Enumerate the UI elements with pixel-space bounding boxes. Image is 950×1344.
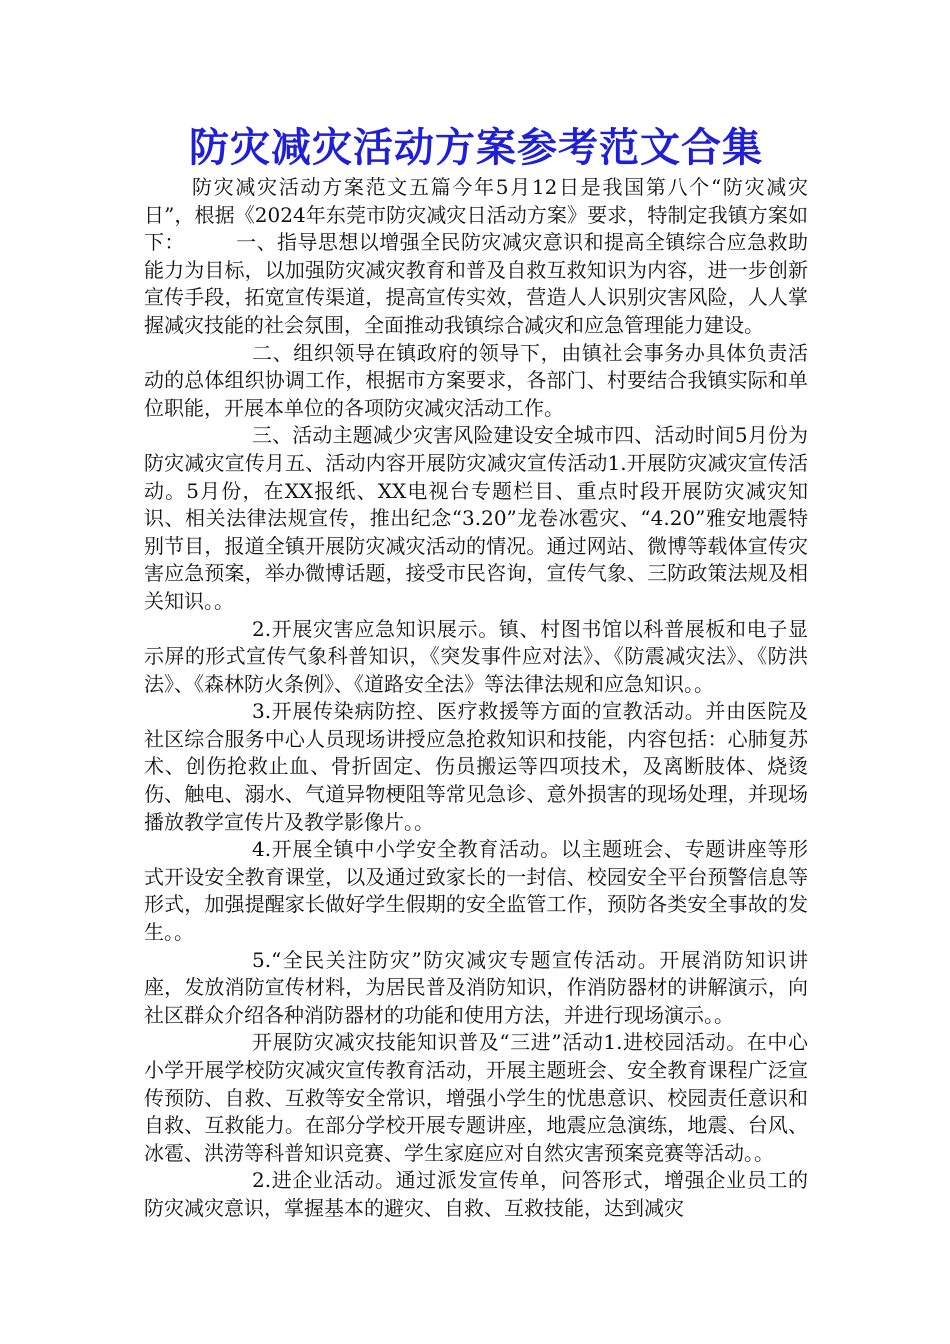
paragraph-item-2: 2.开展灾害应急知识展示。镇、村图书馆以科普展板和电子显示屏的形式宣传气象科普知识，《突发事件应对法》、《防震减灾法》、《防洪法》、《森林防火条例》、《道路安全法》等法律法规和应急知识。。 [144,616,808,696]
document-page [144,122,808,1223]
paragraph-three-entries: 开展防灾减灾技能知识普及“三进”活动1.进校园活动。在中心小学开展学校防灾减灾宣传教育活动，开展主题班会、安全教育课程广泛宣传预防、自救、互救等安全常识，增强小学生的忧患意识、校园责任意识和自救、互救能力。在部分学校开展专题讲座，地震应急演练，地震、台风、冰雹、洪涝等科普知识竞赛、学生家庭应对自然灾害预案竞赛等活动。。 [144,1030,808,1165]
paragraph-item-3: 3.开展传染病防控、医疗救援等方面的宣教活动。并由医院及社区综合服务中心人员现场讲授应急抢救知识和技能，内容包括：心肺复苏术、创伤抢救止血、骨折固定、伤员搬运等四项技术，及离断肢体、烧烫伤、触电、溺水、气道异物梗阻等常见急诊、意外损害的现场处理，并现场播放教学宣传片及教学影像片。。 [144,699,808,834]
paragraph-item-4: 4.开展全镇中小学安全教育活动。以主题班会、专题讲座等形式开设安全教育课堂，以及通过致家长的一封信、校园安全平台预警信息等形式，加强提醒家长做好学生假期的安全监管工作，预防各类安全事故的发生。。 [144,837,808,945]
paragraph-item-5: 5.“全民关注防灾”防灾减灾专题宣传活动。开展消防知识讲座，发放消防宣传材料，为居民普及消防知识，作消防器材的讲解演示，向社区群众介绍各种消防器材的功能和使用方法，并进行现场演示。。 [144,947,808,1027]
paragraph-organization: 二、组织领导在镇政府的领导下，由镇社会事务办具体负责活动的总体组织协调工作，根据市方案要求，各部门、村要结合我镇实际和单位职能，开展本单位的各项防灾减灾活动工作。 [144,340,808,420]
document-title: 防灾减灾活动方案参考范文合集 [189,124,763,171]
paragraph-theme-time-content: 三、活动主题减少灾害风险建设安全城市四、活动时间5月份为防灾减灾宣传月五、活动内容开展防灾减灾宣传活动1.开展防灾减灾宣传活动。5月份，在XX报纸、XX电视台专题栏目、重点时段开展防灾减灾知识、相关法律法规宣传，推出纪念“3.20”龙卷冰雹灾、“4.20”雅安地震特别节目，报道全镇开展防灾减灾活动的情况。通过网站、微博等载体宣传灾害应急预案，举办微博话题，接受市民咨询，宣传气象、三防政策法规及相关知识。。 [144,423,808,613]
paragraph-enterprise: 2.进企业活动。通过派发宣传单，问答形式，增强企业员工的防灾减灾意识，掌握基本的避灾、自救、互救技能，达到减灾 [144,1168,808,1220]
paragraph-intro: 防灾减灾活动方案范文五篇今年5月12日是我国第八个“防灾减灾日”，根据《2024年东莞市防灾减灾日活动方案》要求，特制定我镇方案如下： 一、指导思想以增强全民防灾减灾意识和提高全镇综合应急救助能力为目标，以加强防灾减灾教育和普及自救互救知识为内容，进一步创新宣传手段，拓宽宣传渠道，提高宣传实效，营造人人识别灾害风险，人人掌握减灾技能的社会氛围，全面推动我镇综合减灾和应急管理能力建设。 [144,175,808,337]
